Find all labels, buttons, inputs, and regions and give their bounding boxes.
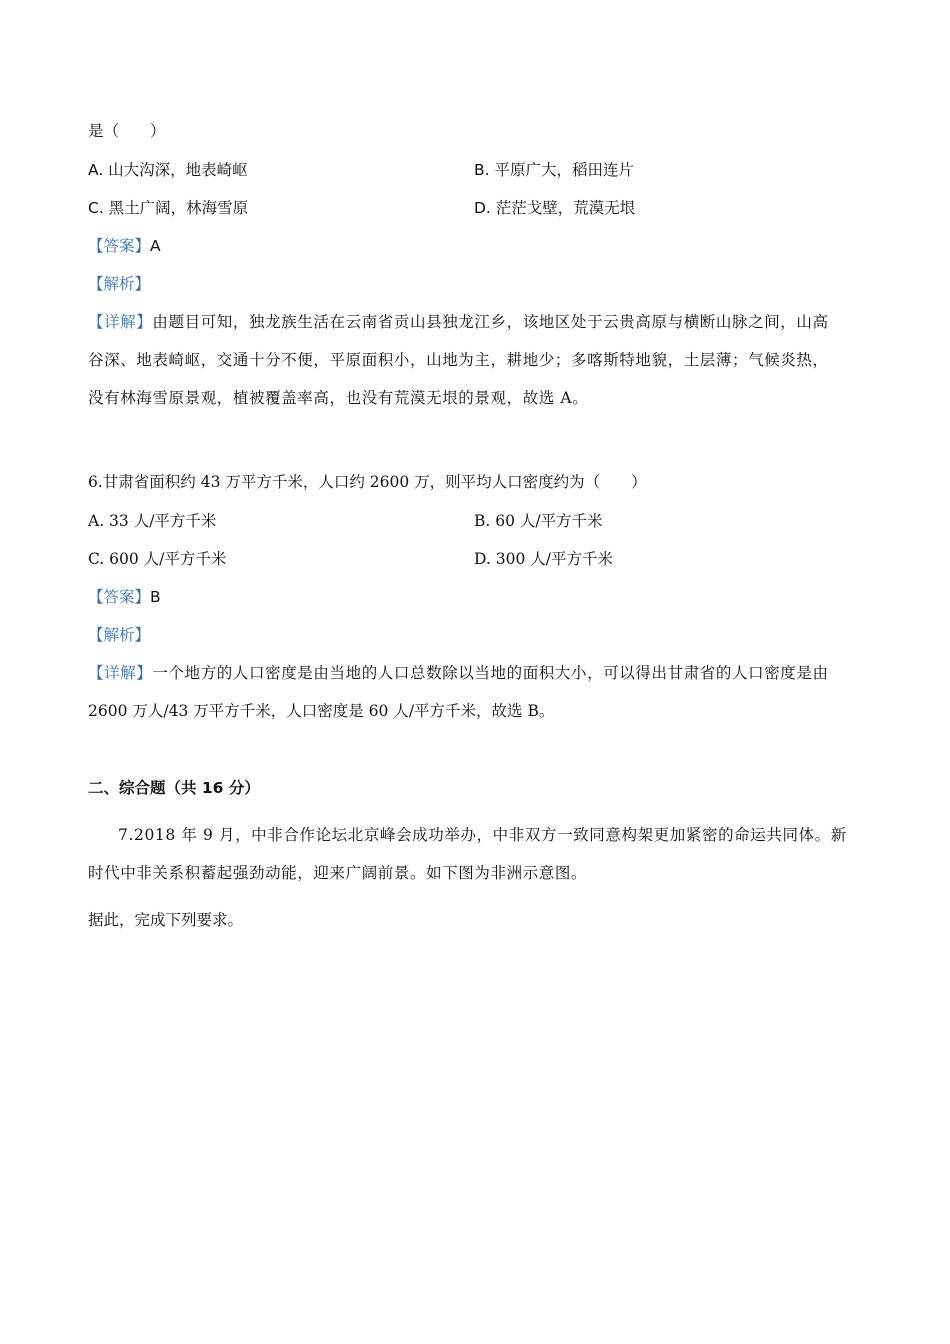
detail-text: 一个地方的人口密度是由当地的人口总数除以当地的面积大小，可以得出甘肃省的人口密度是由 (152, 664, 829, 682)
detail-tag: 【详解】 (88, 664, 153, 682)
q5-answer-row (88, 236, 161, 256)
q5-detail-line-3: 没有林海雪原景观，植被覆盖率高，也没有荒漠无垠的景观，故选 A。 (88, 389, 589, 407)
q5-option-d: D. 茫茫戈壁，荒漠无垠 (474, 199, 636, 217)
detail-tag: 【详解】 (88, 313, 153, 331)
q5-option-b: B. 平原广大，稻田连片 (474, 161, 634, 179)
q6-option-b: B. 60 人/平方千米 (474, 512, 603, 530)
section-heading: 二、综合题（共 16 分） (88, 779, 260, 797)
detail-text: 由题目可知，独龙族生活在云南省贡山县独龙江乡，该地区处于云贵高原与横断山脉之间，山高 (152, 313, 829, 331)
q5-option-c: C. 黑土广阔，林海雪原 (88, 199, 249, 217)
q7-instruction: 据此，完成下列要求。 (88, 911, 244, 929)
q5-stem-tail: 是（ ） (88, 122, 166, 140)
q6-stem: 6.甘肃省面积约 43 万平方千米，人口约 2600 万，则平均人口密度约为（ ） (88, 473, 647, 491)
q5-option-a: A. 山大沟深，地表崎岖 (88, 161, 248, 179)
q6-detail-line-1 (88, 663, 829, 683)
q6-option-c: C. 600 人/平方千米 (88, 550, 227, 568)
q6-option-d: D. 300 人/平方千米 (474, 550, 613, 568)
q7-line-2: 时代中非关系积蓄起强劲动能，迎来广阔前景。如下图为非洲示意图。 (88, 864, 588, 882)
q6-answer-row (88, 587, 161, 607)
q5-detail-line-2: 谷深、地表崎岖，交通十分不便，平原面积小，山地为主，耕地少；多喀斯特地貌，土层薄；气候炎热， (88, 351, 829, 369)
q5-detail-line-1 (88, 312, 829, 332)
answer-tag: 【答案】 (88, 237, 151, 255)
answer-value: B (150, 588, 161, 606)
answer-tag: 【答案】 (88, 588, 151, 606)
q6-analysis-tag: 【解析】 (88, 626, 151, 644)
q7-line-1: 7.2018 年 9 月，中非合作论坛北京峰会成功举办，中非双方一致同意构架更加紧密的命运共同体。新 (118, 826, 847, 844)
q6-option-a: A. 33 人/平方千米 (88, 512, 217, 530)
q5-analysis-tag: 【解析】 (88, 275, 151, 293)
q6-detail-line-2: 2600 万人/43 万平方千米，人口密度是 60 人/平方千米，故选 B。 (88, 702, 555, 720)
answer-value: A (150, 237, 161, 255)
